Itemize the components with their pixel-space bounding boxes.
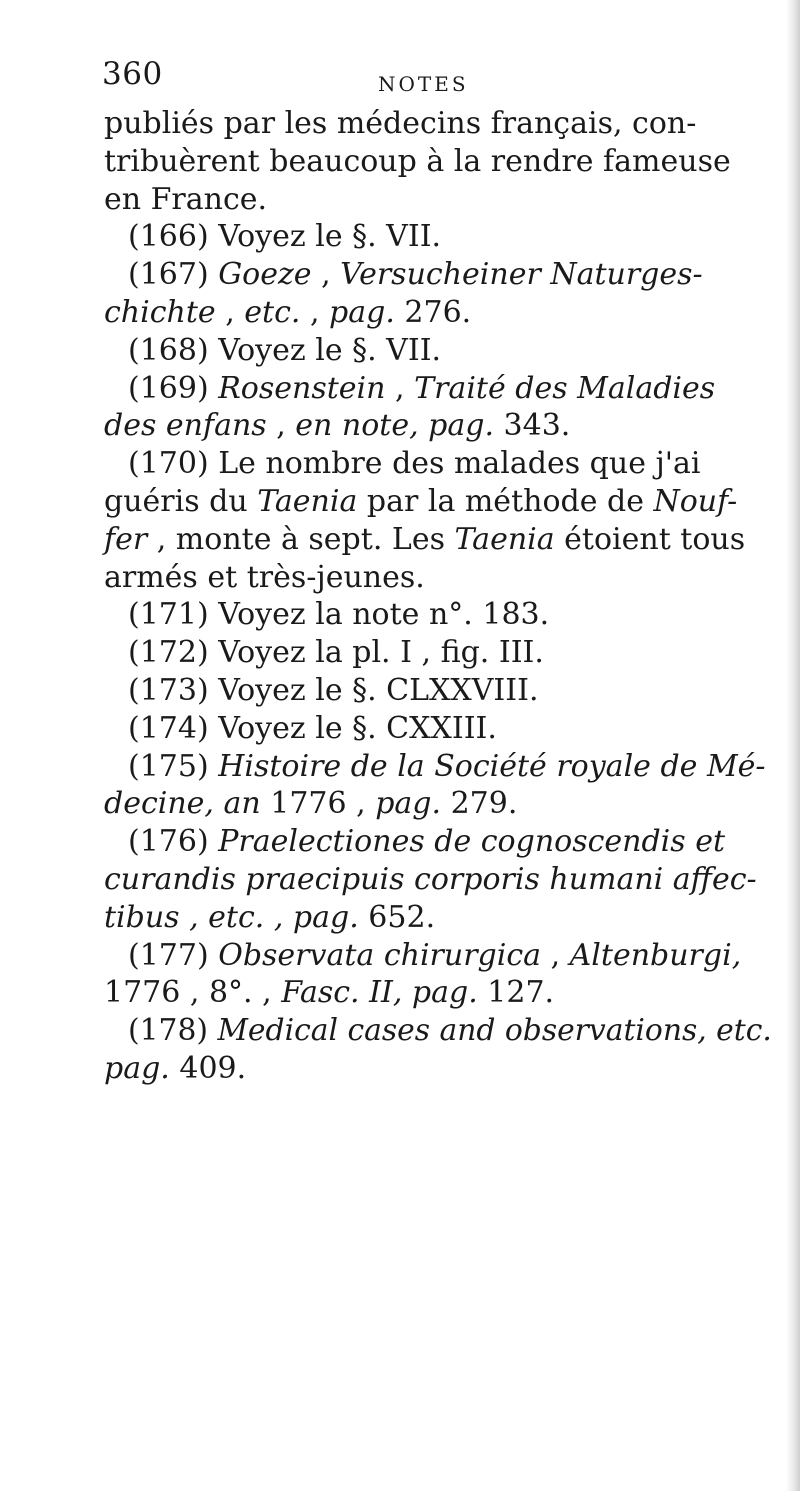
page-number: 360 xyxy=(102,56,163,92)
text-line xyxy=(104,370,772,408)
text-run: (166) Voyez le §. VII. xyxy=(128,219,442,255)
text-run: (176) xyxy=(128,824,219,860)
italic-run: Goeze xyxy=(218,257,312,293)
italic-run: des enfans xyxy=(104,408,267,444)
text-line xyxy=(104,861,772,899)
text-line xyxy=(104,483,772,521)
italic-run: Medical cases and observations, etc. xyxy=(217,1013,772,1049)
italic-run: Observata chirurgica xyxy=(218,937,542,973)
italic-run: Nouf- xyxy=(653,483,738,519)
text-line xyxy=(104,332,772,370)
italic-run: Fasc. II, pag. xyxy=(281,975,478,1011)
text-line xyxy=(104,559,772,597)
text-run: , monte à sept. Les xyxy=(147,521,455,557)
text-line xyxy=(104,256,772,294)
text-line xyxy=(104,105,772,143)
text-line xyxy=(104,710,772,748)
italic-run: Traité des Maladies xyxy=(414,370,716,406)
text-line xyxy=(104,218,772,256)
text-run: par la méthode de xyxy=(357,483,654,519)
text-run: (167) xyxy=(128,257,219,293)
italic-run: decine, an xyxy=(104,786,261,822)
text-run: tribuèrent beaucoup à la rendre fameuse xyxy=(104,143,731,179)
text-run: (174) Voyez le §. CXXIII. xyxy=(128,710,497,746)
notes-text-block xyxy=(104,105,772,1088)
text-run: guéris du xyxy=(104,483,258,519)
text-line xyxy=(104,181,772,219)
italic-run: curandis praecipuis corporis humani affec- xyxy=(104,861,757,897)
text-run: (172) Voyez la pl. I , fig. III. xyxy=(128,635,544,671)
text-line xyxy=(104,294,772,332)
text-run: 343. xyxy=(494,408,571,444)
text-run: , xyxy=(300,294,330,330)
text-run: (168) Voyez le §. VII. xyxy=(128,332,442,368)
text-run: étoient tous xyxy=(554,521,746,557)
text-line xyxy=(104,974,772,1012)
text-line xyxy=(104,899,772,937)
text-run: (178) xyxy=(128,1013,218,1049)
text-line xyxy=(104,407,772,445)
text-line xyxy=(104,596,772,634)
text-run: (170) Le nombre des malades que j'ai xyxy=(128,446,701,482)
text-run: publiés par les médecins français, con- xyxy=(104,106,697,141)
text-run: , xyxy=(215,294,245,330)
text-run: 409. xyxy=(169,1050,247,1086)
text-run: , xyxy=(266,408,296,444)
text-run: 652. xyxy=(358,899,436,935)
text-run: , xyxy=(385,370,415,406)
text-line xyxy=(104,1012,772,1050)
italic-run: Histoire de la Société royale de Mé- xyxy=(218,748,766,784)
italic-run: chichte xyxy=(104,294,216,330)
italic-run: en note, pag. xyxy=(295,408,494,444)
text-run: (173) Voyez le §. CLXXVIII. xyxy=(128,672,539,708)
italic-run: Rosenstein xyxy=(218,370,386,406)
italic-run: Taenia xyxy=(257,483,358,519)
text-line xyxy=(104,521,772,559)
italic-run: pag. xyxy=(329,294,395,330)
text-line xyxy=(104,823,772,861)
italic-run: Taenia xyxy=(454,521,555,557)
italic-run: Praelectiones de cognoscendis et xyxy=(218,824,726,860)
text-run: , xyxy=(311,257,341,293)
italic-run: etc. xyxy=(244,294,301,330)
text-run: 1776 , 8°. , xyxy=(104,975,282,1011)
italic-run: Versucheiner Naturges- xyxy=(340,257,703,293)
text-run: (169) xyxy=(128,370,219,406)
text-line xyxy=(104,445,772,483)
text-run: armés et très-jeunes. xyxy=(104,559,425,595)
italic-run: pag. xyxy=(104,1050,170,1086)
text-line xyxy=(104,672,772,710)
running-head: NOTES xyxy=(378,72,469,96)
italic-run: pag. xyxy=(375,786,442,822)
text-run: 276. xyxy=(394,294,472,330)
text-run: 1776 , xyxy=(260,786,376,822)
text-line xyxy=(104,785,772,823)
italic-run: Altenburgi, xyxy=(569,937,742,973)
italic-run: fer xyxy=(104,521,148,557)
text-run: (175) xyxy=(128,748,219,784)
text-run: (171) Voyez la note n°. 183. xyxy=(128,597,550,633)
text-run: 127. xyxy=(477,975,555,1011)
text-line xyxy=(104,143,772,181)
text-line xyxy=(104,937,772,975)
text-run: 279. xyxy=(441,786,518,822)
text-line xyxy=(104,748,772,786)
text-run: en France. xyxy=(104,181,268,217)
text-run: (177) xyxy=(128,937,219,973)
text-line xyxy=(104,634,772,672)
page-edge xyxy=(786,0,800,1491)
italic-run: tibus , etc. , pag. xyxy=(104,899,359,935)
text-line xyxy=(104,1050,772,1088)
text-run: , xyxy=(541,937,570,973)
